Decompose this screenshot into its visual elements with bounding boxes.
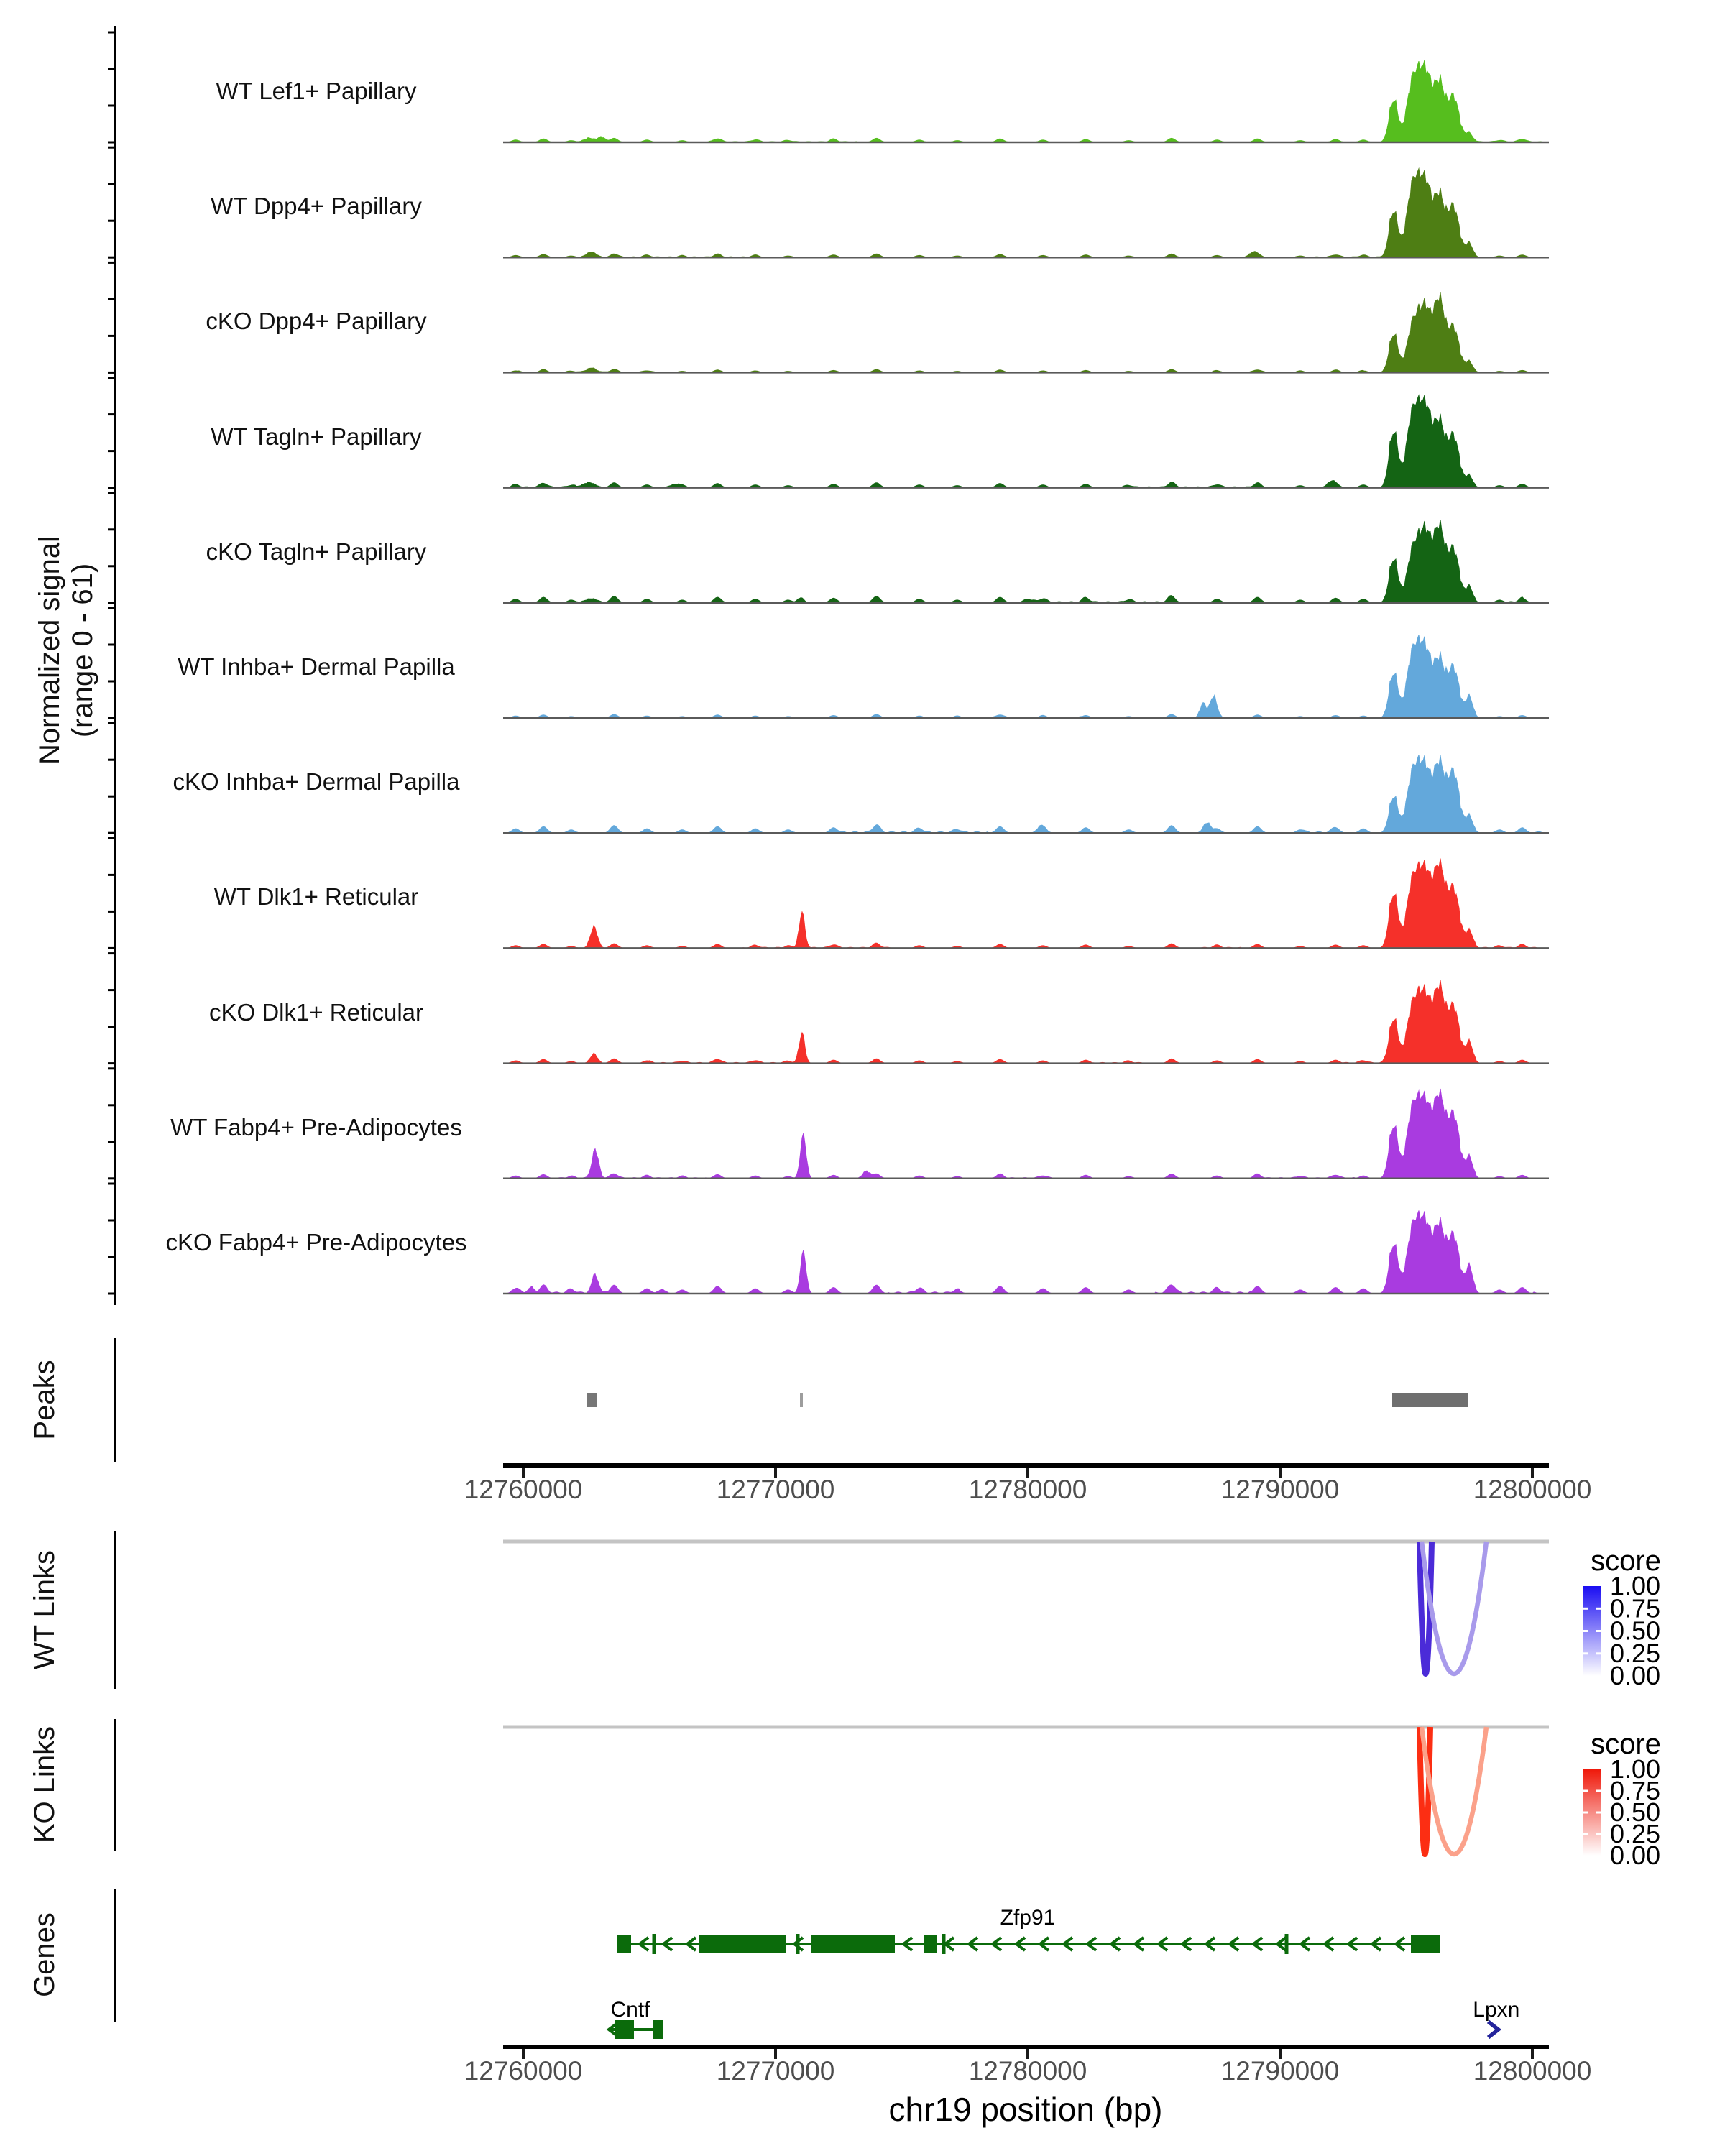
legend-tick-label: 0.75	[1610, 1776, 1661, 1805]
legend-bar-tick	[1596, 1608, 1601, 1610]
y-axis-title-line1: Normalized signal	[34, 536, 65, 765]
coverage-signal	[503, 859, 1549, 949]
gene-exon	[1411, 1935, 1440, 1953]
legend-bar-tick	[1583, 1790, 1588, 1792]
legend-tick-label: 0.25	[1610, 1638, 1661, 1668]
legend-tick-label: 0.75	[1610, 1593, 1661, 1623]
genes-track	[609, 1906, 1519, 2039]
legend-tick-label: 1.00	[1610, 1571, 1661, 1600]
legend-tick-label: 0.00	[1610, 1841, 1661, 1870]
tracks-y-axis-title	[33, 536, 99, 765]
coverage-signal	[503, 169, 1549, 258]
coverage-signal	[503, 1211, 1549, 1294]
axis-tick-label: 12790000	[1220, 2056, 1340, 2086]
track-label: cKO Dlk1+ Reticular	[208, 998, 423, 1026]
coverage-signal	[503, 1089, 1549, 1179]
track-label: WT Fabp4+ Pre-Adipocytes	[170, 1113, 462, 1141]
section-axis-lines	[108, 26, 115, 2022]
ko-links-legend	[1583, 1728, 1661, 1870]
legend-tick-label: 0.25	[1610, 1819, 1661, 1848]
track-label: cKO Inhba+ Dermal Papilla	[172, 768, 460, 796]
genome-axis-bottom	[464, 2045, 1592, 2086]
coverage-signal	[503, 635, 1549, 718]
axis-tick-label: 12760000	[464, 2056, 583, 2086]
coverage-signal	[503, 292, 1549, 372]
coverage-tracks	[503, 60, 1549, 1294]
legend-bar-tick	[1583, 1812, 1588, 1814]
legend-tick-label: 1.00	[1610, 1754, 1661, 1784]
legend-bar-tick	[1596, 1630, 1601, 1632]
peak-interval	[1392, 1393, 1468, 1407]
gene-name-label: Zfp91	[1000, 1906, 1056, 1930]
track-label: WT Tagln+ Papillary	[211, 423, 422, 450]
axis-tick-label: 12790000	[1220, 1475, 1340, 1504]
legend-bar-tick	[1583, 1608, 1588, 1610]
gene-exon	[653, 2020, 663, 2039]
genome-axis-top	[464, 1463, 1592, 1504]
axis-tick-label: 12780000	[968, 2056, 1087, 2086]
track-label: WT Dlk1+ Reticular	[213, 883, 419, 911]
gene-exon	[617, 1935, 631, 1953]
gene-exon-tick	[942, 1934, 946, 1954]
ko-links-panel	[503, 1727, 1549, 1854]
legend-bar-tick	[1596, 1652, 1601, 1654]
track-label: cKO Dpp4+ Papillary	[206, 308, 427, 335]
track-label: WT Dpp4+ Papillary	[211, 193, 422, 220]
coverage-signal	[503, 520, 1549, 603]
gene-exon-tick	[796, 1934, 800, 1954]
axis-tick-label: 12770000	[716, 2056, 835, 2086]
axis-tick-label: 12770000	[716, 1475, 835, 1504]
legend-tick-label: 0.00	[1610, 1661, 1661, 1690]
legend-bar-tick	[1596, 1812, 1601, 1814]
gene-exon	[924, 1935, 937, 1953]
axis-tick-label: 12800000	[1473, 2056, 1592, 2086]
legend-bar-tick	[1583, 1652, 1588, 1654]
axis-tick-label: 12760000	[464, 1475, 583, 1504]
axis-line	[503, 1463, 1549, 1468]
section-label-genes: Genes	[29, 1912, 60, 1997]
coverage-signal	[503, 60, 1549, 143]
peak-interval	[800, 1393, 803, 1407]
legend-bar-tick	[1596, 1790, 1601, 1792]
track-label: cKO Tagln+ Papillary	[206, 538, 427, 565]
axis-line	[503, 2045, 1549, 2049]
wt-legend-title: score	[1591, 1545, 1661, 1577]
track-label: cKO Fabp4+ Pre-Adipocytes	[165, 1229, 467, 1256]
gene-exon-tick	[653, 1934, 656, 1954]
legend-bar-tick	[1596, 1833, 1601, 1835]
gene-exon	[699, 1935, 786, 1953]
legend-bar-tick	[1583, 1833, 1588, 1835]
gene-strand-arrow-icon	[1489, 2022, 1499, 2037]
axis-tick-label: 12800000	[1473, 1475, 1592, 1504]
legend-tick-label: 0.50	[1610, 1616, 1661, 1646]
gene-exon-tick	[1285, 1934, 1289, 1954]
x-axis-title: chr19 position (bp)	[888, 2091, 1163, 2128]
wt-links-legend	[1583, 1545, 1661, 1690]
wt-links-panel	[503, 1542, 1549, 1674]
gene-exon	[811, 1935, 895, 1953]
coverage-signal	[503, 395, 1549, 488]
y-axis-title-line2: (range 0 - 61)	[67, 563, 98, 738]
gene-name-label: Cntf	[610, 1998, 650, 2022]
section-label-peaks: Peaks	[29, 1360, 60, 1440]
peak-interval	[586, 1393, 597, 1407]
coverage-signal	[503, 755, 1549, 834]
axis-tick-label: 12780000	[968, 1475, 1087, 1504]
gene-name-label: Lpxn	[1473, 1998, 1520, 2022]
gene-exon	[615, 2020, 634, 2039]
legend-bar-tick	[1583, 1630, 1588, 1632]
peaks-track	[586, 1393, 1468, 1407]
coverage-signal	[503, 980, 1549, 1064]
section-label-wt-links: WT Links	[29, 1550, 60, 1669]
track-label: WT Inhba+ Dermal Papilla	[178, 653, 455, 680]
section-label-ko-links: KO Links	[29, 1726, 60, 1843]
ko-legend-title: score	[1591, 1728, 1661, 1760]
legend-tick-label: 0.50	[1610, 1797, 1661, 1827]
track-label: WT Lef1+ Papillary	[216, 78, 417, 104]
